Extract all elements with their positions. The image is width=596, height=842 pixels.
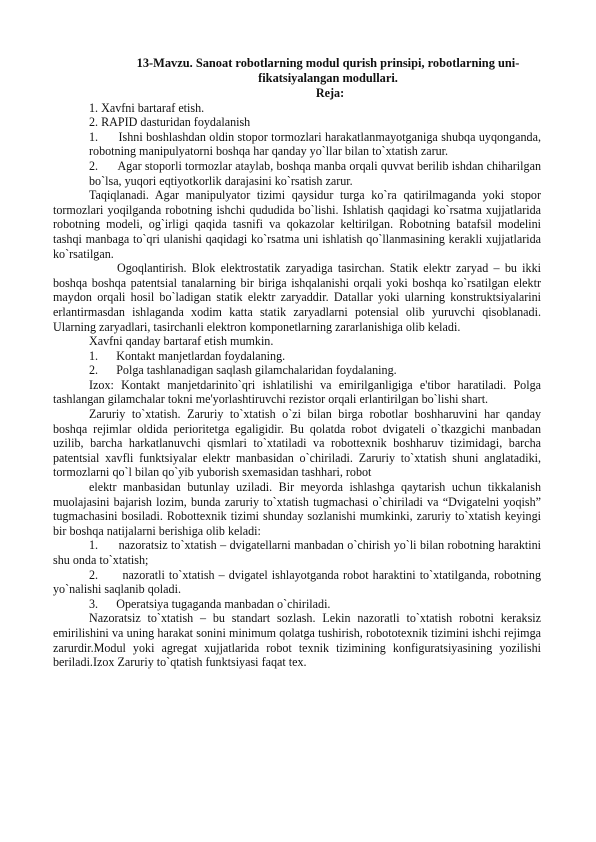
- page-title: 13-Mavzu. Sanoat robotlarning modul qurish prinsipi, robotlarning uni-fikatsiyalangan modullari.: [136, 56, 520, 85]
- paragraph: Zaruriy to`xtatish. Zaruriy to`xtatish o`zi bilan birga robotlar boshharuvini har qanday boshqa rejimlar oldida perioritetga egaligidir. Bu qolatda robot dvigateli o`tkazgichi manbadan uzilib, barcha harkatlanuvchi qismlari to`xtatiladi va robottexnik boshharuv tizimidagi, barcha patentsial xavfli funktsiyalar elektr manbasidan o`chiriladi. Zaruriy to`xtatish shuni anglatadiki, tormozlarni qo`l bilan qo`yib yuborish sxemasidan tashhari, robot: [53, 407, 541, 480]
- paragraph: Ogoqlantirish. Blok elektrostatik zaryadiga tasirchan. Statik elektr zaryad – bu ikki boshqa boshqa patentsial tanalarning bir biriga ishqalanishi orqali yoki boshqa ko`rsatilgan elektr maydon orqali hosil bo`ladigan statik elektr zaryaddir. Datallar yoki ularning konstruktsiyalarini erlantirmasdan ishlaganda xodim katta statik zaryadlarni potensial olib yuruvchi qisoblanadi. Ularning zaryadlari, tasirchanli elektron komponetlarning zararlanishiga olib keladi.: [53, 261, 541, 334]
- paragraph: Xavfni qanday bartaraf etish mumkin.: [89, 334, 274, 349]
- paragraph: Nazoratsiz to`xtatish – bu standart sozlash. Lekin nazoratli to`xtatish robotni keraksiz emirilishini va uning harakat sonini minimum qolatga tushirish, robototexnik tizimini ishchi rejimga zarurdir.Modul yoki agregat xujjatlarida robot texnik tizimining konfiguratsiyasining yozilishi beriladi.Izox Zaruriy to`qtatish funktsiyasi faqat tex.: [53, 611, 541, 670]
- list-item: 3. Operatsiya tugaganda manbadan o`chiriladi.: [89, 596, 331, 611]
- list-item: 2. Polga tashlanadigan saqlash gilamchalaridan foydalaning.: [89, 363, 397, 378]
- plan-heading: Reja:: [315, 86, 345, 100]
- numbered-paragraph: 2. Agar stoporli tormozlar ataylab, boshqa manba orqali quvvat berilib ishdan chiharilgan bo`lsa, yuqori eqtiyotkorlik darajasini ko`rsatish zarur.: [89, 158, 541, 188]
- document-page: [53, 56, 541, 670]
- plan-item: 1. Xavfni bartaraf etish.: [89, 100, 205, 115]
- paragraph: Taqiqlanadi. Agar manipulyator tizimi qaysidur turga ko`ra qatirilmaganda yoki stopor tormozlari yoqilganda robotning ishchi qududida bo`lishi. Ishlatish qaqidagi ko`rsatma xujjatlarida robotning modeli, og`irligi qaqida tasnifi va qokazolar keltirilgan. Robotning batafsil modelini tashqi manbaga to`qri ulanishi qaqidagi ko`rsatma uni ishlatish qo`llanmasining kerakli xujjatlarida ko`rsatilgan.: [53, 188, 541, 261]
- numbered-paragraph: 1. Ishni boshlashdan oldin stopor tormozlari harakatlanmayotganiga shubqa uyqonganda, robotning manipulyatorni boshqa har qanday yo`llar bilan to`xtatish zarur.: [89, 129, 541, 159]
- plan-item: 2. RAPID dasturidan foydalanish: [89, 115, 251, 130]
- paragraph: Izox: Kontakt manjetdarinito`qri ishlatilishi va emirilganligiga e'tibor haratiladi. Polga tashlangan gilamchalar tokni me'yorlashtiruvchi rezistor orqali erlantirilgan bo`lishi shart.: [53, 377, 541, 407]
- list-item: 1. Kontakt manjetlardan foydalaning.: [89, 348, 286, 363]
- paragraph: elektr manbasidan butunlay uziladi. Bir meyorda ishlashga qaytarish uchun tikkalanish muolajasini bajarish lozim, bunda zaruriy to`xtatish tugmachasi o`chiriladi va “Dvigatelni yoqish” tugmachasini bosiladi. Robottexnik tizimi shunday sozlanishi mumkinki, zaruriy to`xtatish keyingi bir boshqa natijalarni berishiga olib keladi:: [53, 480, 541, 538]
- list-item: 1. nazoratsiz to`xtatish – dvigatellarni manbadan o`chirish yo`li bilan robotning haraktini shu onda to`xtatish;: [53, 538, 541, 567]
- list-item: 2. nazoratli to`xtatish – dvigatel ishlayotganda robot haraktini to`xtatilganda, robotning yo`nalishi saqlanib qoladi.: [53, 567, 541, 597]
